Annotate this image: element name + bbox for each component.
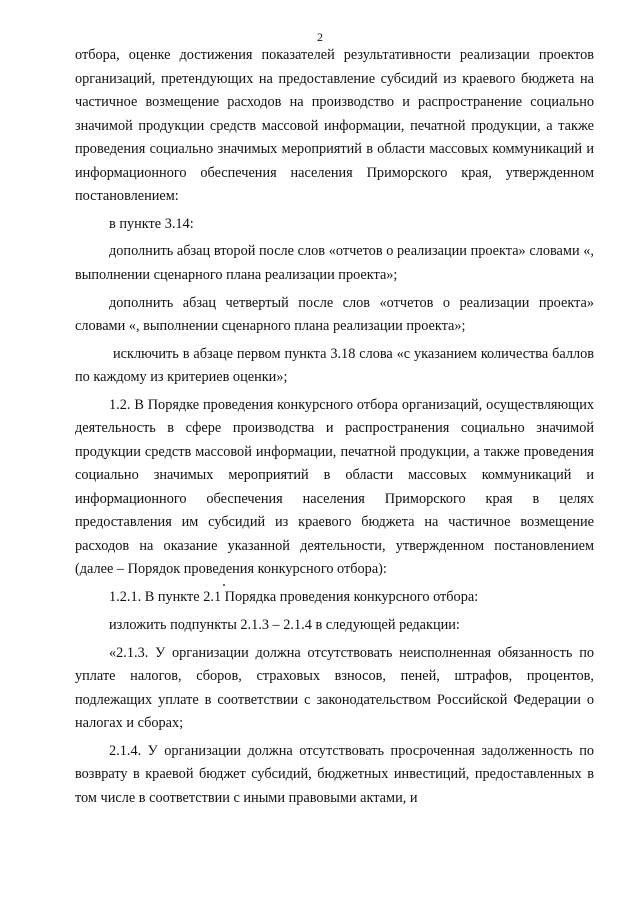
scan-speck — [223, 584, 225, 586]
paragraph-continuation: отбора, оценке достижения показателей результативности реализации проектов организаций, претендующих на предоставление субсидий из краевого бюджета на частичное возмещение расходов на производство и распространение социально значимой продукции средств массовой информации, печатной продукции, а также проведения социально значимых мероприятий в области массовых коммуникаций и информационного обеспечения населения Приморского края, утвержденном постановлением: — [75, 47, 594, 204]
paragraph-item-3-14: в пункте 3.14: — [109, 215, 194, 232]
document-body — [75, 44, 594, 814]
paragraph-1-2-1: 1.2.1. В пункте 2.1 Порядка проведения конкурсного отбора: — [109, 589, 479, 606]
page-number: 2 — [317, 30, 323, 44]
paragraph-amend-second: дополнить абзац второй после слов «отчетов о реализации проекта» словами «, выполнении сценарного плана реализации проекта»; — [75, 243, 594, 283]
paragraph-amend-fourth: дополнить абзац четвертый после слов «отчетов о реализации проекта» словами «, выполнении сценарного плана реализации проекта»; — [75, 294, 594, 335]
paragraph-restate: изложить подпункты 2.1.3 – 2.1.4 в следующей редакции: — [109, 616, 460, 633]
paragraph-2-1-3: «2.1.3. У организации должна отсутствовать неисполненная обязанность по уплате налогов, сборов, страховых взносов, пеней, штрафов, процентов, подлежащих уплате в соответствии с законодательством Российской Федерации о налогах и сборах; — [75, 644, 594, 731]
paragraph-2-1-4: 2.1.4. У организации должна отсутствовать просроченная задолженность по возврату в краевой бюджет субсидий, бюджетных инвестиций, предоставленных в том числе в соответствии с иными правовыми актами, и — [75, 742, 594, 806]
paragraph-1-2: 1.2. В Порядке проведения конкурсного отбора организаций, осуществляющих деятельность в сфере производства и распространения социально значимой продукции средств массовой информации, печатной продукции, а также проведения социально значимых мероприятий в области массовых коммуникаций и информационного обеспечения населения Приморского края в целях предоставления им субсидий из краевого бюджета на частичное возмещение расходов на оказание указанной деятельности, утвержденном постановлением (далее – Порядок проведения конкурсного отбора): — [75, 396, 594, 578]
paragraph-exclude-3-18: исключить в абзаце первом пункта 3.18 слова «с указанием количества баллов по каждому из критериев оценки»; — [75, 345, 594, 386]
